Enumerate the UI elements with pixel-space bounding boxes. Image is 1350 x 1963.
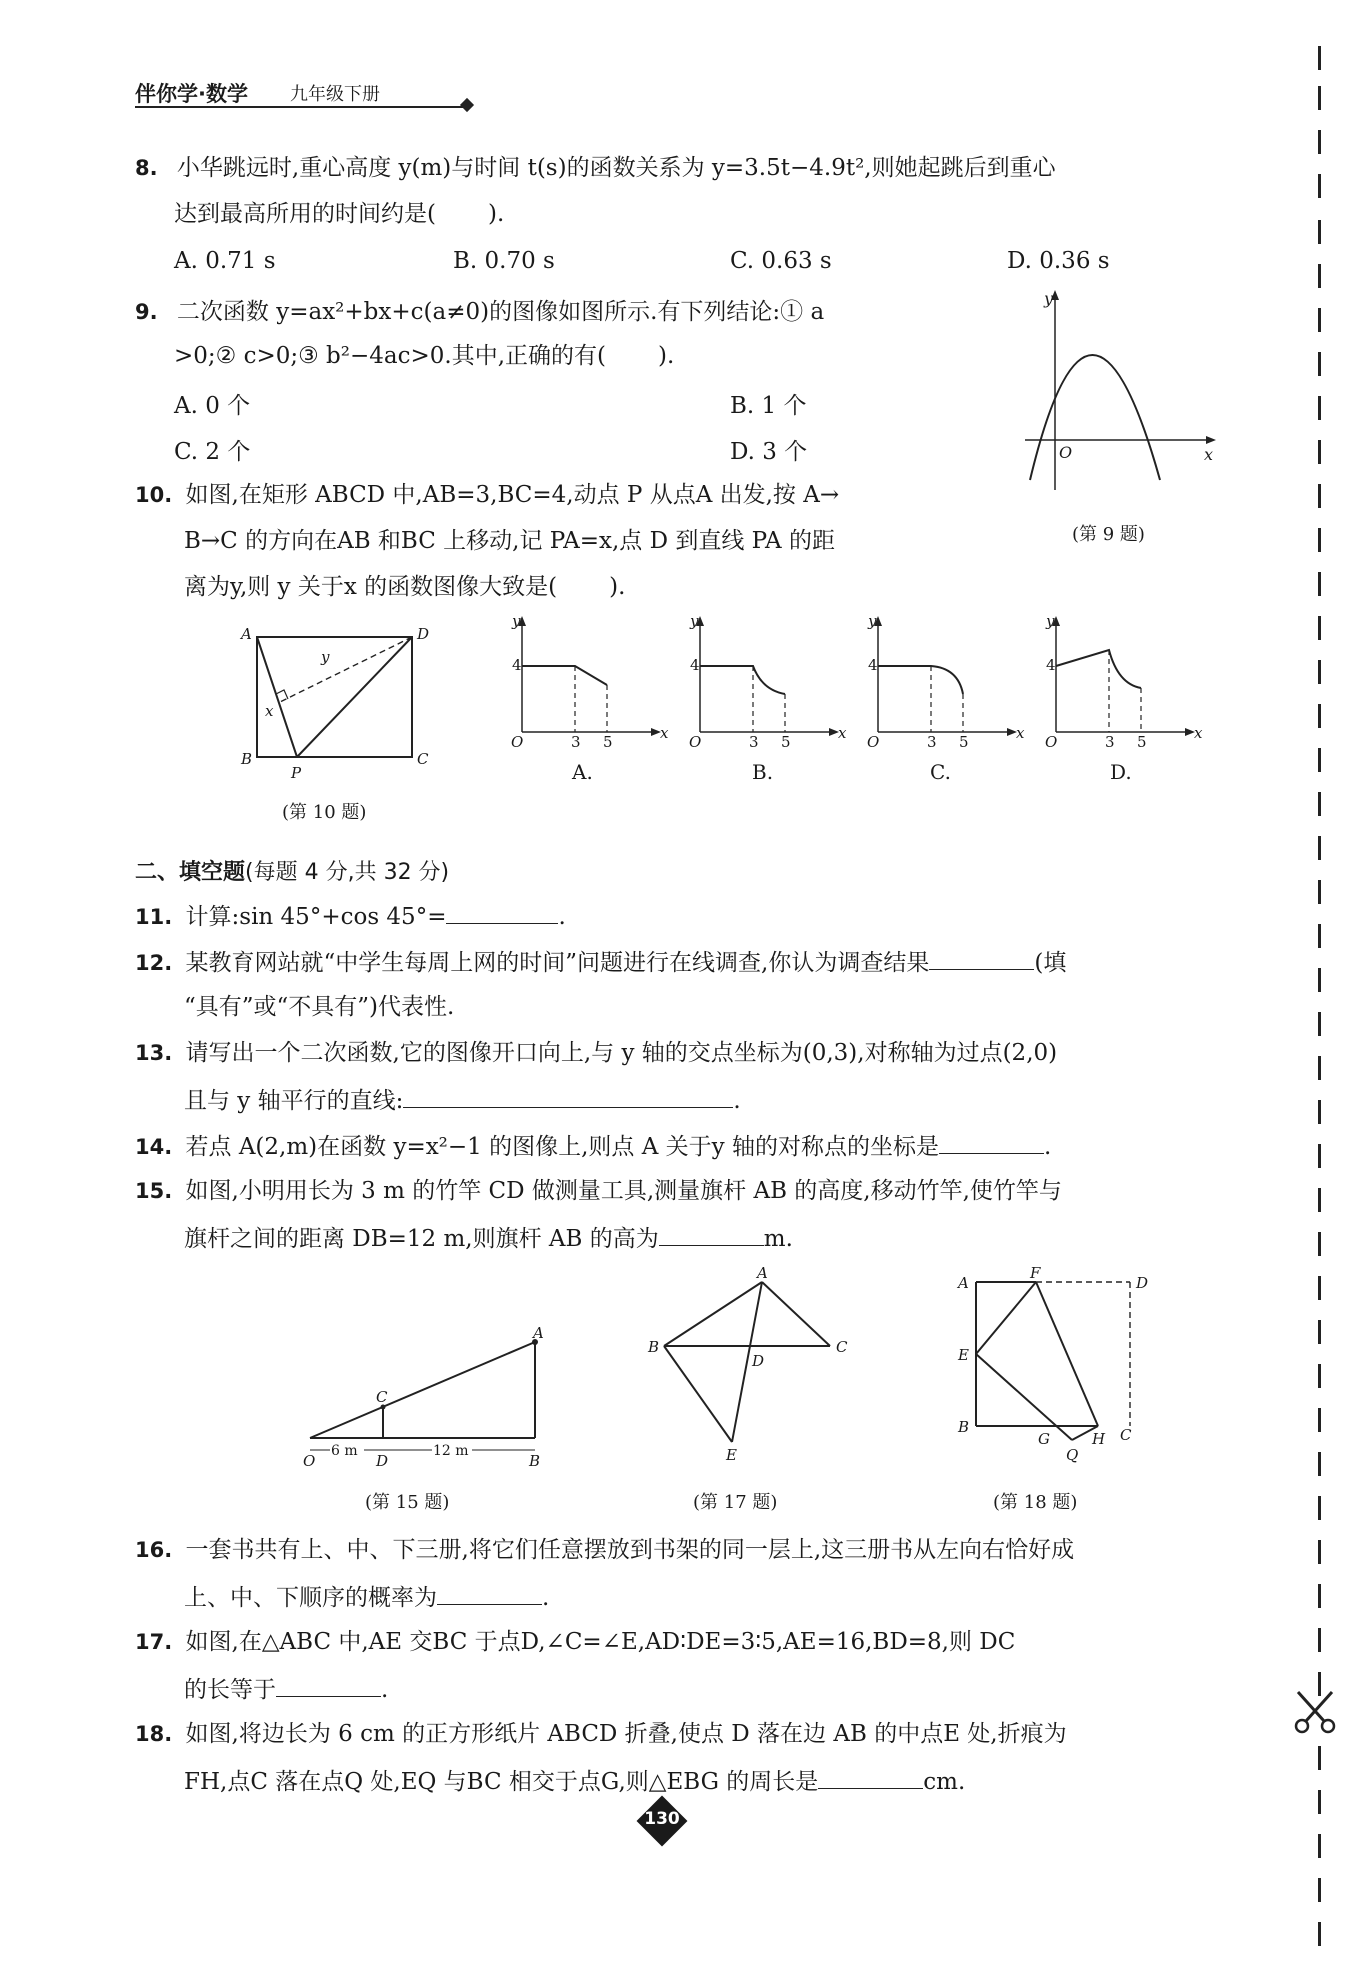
question-11-text: 计算:sin 45°+cos 45°= <box>185 904 447 930</box>
figure-17-caption: (第 17 题) <box>693 1492 778 1513</box>
question-17-line-1 <box>135 1626 1015 1658</box>
question-16-line-1 <box>135 1534 1074 1566</box>
fig9-y-label: y <box>1044 289 1054 308</box>
figure-10-caption: (第 10 题) <box>282 802 367 823</box>
graph-tick-5: 5 <box>959 733 969 751</box>
graph-tick-4: 4 <box>868 656 878 674</box>
figure-10-graph-a <box>500 612 670 752</box>
question-13-text-2: 且与 y 轴平行的直线: <box>184 1088 404 1114</box>
fig17-label-e: E <box>726 1446 737 1464</box>
q9-option-d: D. 3 个 <box>730 439 808 465</box>
fig15-label-d: D <box>376 1452 389 1470</box>
question-number: 8. <box>135 156 158 180</box>
graph-x-label: x <box>1016 724 1025 742</box>
fig15-label-b: B <box>529 1452 541 1470</box>
question-13-text: 请写出一个二次函数,它的图像开口向上,与 y 轴的交点坐标为(0,3),对称轴为过点(2,0) <box>185 1040 1058 1066</box>
fig18-label-c: C <box>1120 1426 1132 1444</box>
graph-tick-4: 4 <box>512 656 522 674</box>
fig10-label-x: x <box>265 702 274 720</box>
question-number: 14. <box>135 1135 173 1159</box>
book-subtitle: 九年级下册 <box>290 84 380 105</box>
fig18-label-q: Q <box>1066 1446 1079 1464</box>
graph-tick-3: 3 <box>749 733 759 751</box>
fig9-x-label: x <box>1204 445 1214 464</box>
figure-15-caption: (第 15 题) <box>365 1492 450 1513</box>
question-10-text: 如图,在矩形 ABCD 中,AB=3,BC=4,动点 P 从点A 出发,按 A→ <box>185 482 840 508</box>
header-rule <box>135 106 470 108</box>
q8-option-a: A. 0.71 s <box>174 248 276 274</box>
question-12-text: 某教育网站就“中学生每周上网的时间”问题进行在线调查,你认为调查结果 <box>185 950 930 976</box>
fig17-label-b: B <box>648 1338 660 1356</box>
question-8-text-2: 达到最高所用的时间约是( <box>174 201 436 227</box>
question-number: 10. <box>135 483 173 507</box>
question-8-line-2 <box>174 198 504 230</box>
fig18-label-f: F <box>1030 1264 1041 1282</box>
graph-origin: O <box>867 733 880 751</box>
q8-option-d: D. 0.36 s <box>1007 248 1110 274</box>
question-number: 18. <box>135 1722 173 1746</box>
question-18-line-1 <box>135 1718 1067 1750</box>
fig10-label-b: B <box>241 750 253 768</box>
graph-tick-4: 4 <box>690 656 700 674</box>
page-number: 130 <box>644 1809 680 1829</box>
fig15-label-a: A <box>533 1324 544 1342</box>
fig10-label-c: C <box>417 750 429 768</box>
graph-y-label: y <box>868 612 877 630</box>
fig17-label-d: D <box>752 1352 765 1370</box>
question-12-line-2: “具有”或“不具有”)代表性. <box>184 994 455 1020</box>
figure-10-graph-c <box>856 612 1026 752</box>
question-8-paren-end: ). <box>487 201 505 227</box>
answer-blank[interactable] <box>403 1083 733 1108</box>
fig10-label-p: P <box>291 764 302 782</box>
fig10-label-d: D <box>417 625 430 643</box>
q9-option-c: C. 2 个 <box>174 439 251 465</box>
figure-18-folded-square <box>950 1262 1150 1482</box>
fig17-label-a: A <box>757 1264 768 1282</box>
fig9-origin-label: O <box>1059 443 1073 462</box>
question-11 <box>135 899 566 933</box>
question-9-line-2 <box>174 340 674 372</box>
graph-tick-4: 4 <box>1046 656 1056 674</box>
graph-tick-3: 3 <box>1105 733 1115 751</box>
graph-tick-3: 3 <box>927 733 937 751</box>
graph-origin: O <box>689 733 702 751</box>
q9-option-b: B. 1 个 <box>730 393 807 419</box>
question-14-end: . <box>1043 1134 1052 1160</box>
question-17-text-2: 的长等于 <box>184 1677 276 1703</box>
question-8-text: 小华跳远时,重心高度 y(m)与时间 t(s)的函数关系为 y=3.5t−4.9t²,则她起跳后到重心 <box>176 155 1056 181</box>
question-10-line-3 <box>184 571 625 603</box>
question-15-text-2: 旗杆之间的距离 DB=12 m,则旗杆 AB 的高为 <box>184 1226 659 1252</box>
scissors-icon <box>1290 1688 1340 1738</box>
graph-x-label: x <box>660 724 669 742</box>
question-18-text-2: FH,点C 落在点Q 处,EQ 与BC 相交于点G,则△EBG 的周长是 <box>184 1769 819 1795</box>
graph-y-label: y <box>1046 612 1055 630</box>
question-number: 11. <box>135 905 173 929</box>
header-diamond-icon <box>460 98 474 112</box>
question-12-line-1-end: (填 <box>1034 950 1067 976</box>
fig18-label-d: D <box>1136 1274 1149 1292</box>
answer-blank[interactable] <box>818 1764 923 1789</box>
answer-blank[interactable] <box>276 1672 381 1697</box>
graph-x-label: x <box>838 724 847 742</box>
question-10-line-1 <box>135 479 839 511</box>
graph-tick-3: 3 <box>571 733 581 751</box>
question-17-line-2 <box>184 1672 388 1706</box>
question-10-paren-end: ). <box>609 574 626 600</box>
question-17-end: . <box>381 1677 389 1703</box>
question-15-line-2 <box>184 1221 793 1255</box>
figure-17-triangles <box>640 1264 860 1474</box>
question-10-text-3: 离为y,则 y 关于x 的函数图像大致是( <box>184 574 558 600</box>
figure-9-parabola <box>1020 290 1230 510</box>
question-12-line-1 <box>135 945 1066 979</box>
fig15-label-c: C <box>376 1388 388 1406</box>
question-number: 12. <box>135 951 173 975</box>
question-number: 17. <box>135 1630 173 1654</box>
question-9-line-1 <box>135 296 824 328</box>
section-2-heading <box>135 855 449 886</box>
question-16-line-2 <box>184 1580 549 1614</box>
question-number: 15. <box>135 1179 173 1203</box>
figure-10-graph-b <box>678 612 848 752</box>
question-number: 13. <box>135 1041 173 1065</box>
question-14-text: 若点 A(2,m)在函数 y=x²−1 的图像上,则点 A 关于y 轴的对称点的坐标是 <box>185 1134 939 1160</box>
question-18-end: cm. <box>923 1769 966 1795</box>
q8-option-b: B. 0.70 s <box>453 248 555 274</box>
fig18-label-b: B <box>958 1418 970 1436</box>
book-title: 伴你学·数学 <box>135 82 248 106</box>
figure-10-graph-d <box>1034 612 1204 752</box>
fig18-label-a: A <box>958 1274 969 1292</box>
question-13-end: . <box>733 1088 741 1114</box>
graph-y-label: y <box>512 612 521 630</box>
section-2-title: 二、填空题 <box>135 860 246 885</box>
question-14 <box>135 1129 1051 1163</box>
question-8-line-1 <box>135 152 1056 184</box>
answer-blank[interactable] <box>437 1580 542 1605</box>
question-18-text: 如图,将边长为 6 cm 的正方形纸片 ABCD 折叠,使点 D 落在边 AB 的中点E 处,折痕为 <box>185 1721 1067 1747</box>
question-16-text-2: 上、中、下顺序的概率为 <box>184 1585 437 1611</box>
question-11-end: . <box>558 904 566 930</box>
question-15-text: 如图,小明用长为 3 m 的竹竿 CD 做测量工具,测量旗杆 AB 的高度,移动竹竿,使竹竿与 <box>185 1178 1062 1204</box>
question-13-line-2 <box>184 1083 741 1117</box>
answer-blank[interactable] <box>929 945 1034 970</box>
fig15-label-o: O <box>303 1452 316 1470</box>
graph-option-b: B. <box>752 760 774 784</box>
question-17-text: 如图,在△ABC 中,AE 交BC 于点D,∠C=∠E,AD∶DE=3∶5,AE=16,BD=8,则 DC <box>185 1629 1016 1655</box>
fig18-label-g: G <box>1038 1430 1050 1448</box>
graph-x-label: x <box>1194 724 1203 742</box>
figure-9-caption: (第 9 题) <box>1072 524 1145 545</box>
fig15-label-6m: 6 m <box>331 1443 358 1459</box>
answer-blank[interactable] <box>659 1221 764 1246</box>
question-18-line-2 <box>184 1764 965 1798</box>
question-16-text: 一套书共有上、中、下三册,将它们任意摆放到书架的同一层上,这三册书从左向右恰好成 <box>185 1537 1075 1563</box>
question-number: 16. <box>135 1538 173 1562</box>
question-16-end: . <box>542 1585 550 1611</box>
graph-tick-5: 5 <box>1137 733 1147 751</box>
question-9-text: 二次函数 y=ax²+bx+c(a≠0)的图像如图所示.有下列结论:① a <box>176 299 825 325</box>
answer-blank[interactable] <box>939 1129 1044 1154</box>
question-9-text-2: >0;② c>0;③ b²−4ac>0.其中,正确的有( <box>174 343 606 369</box>
question-number: 9. <box>135 300 158 324</box>
question-9-paren-end: ). <box>658 343 675 369</box>
graph-option-a: A. <box>572 760 593 784</box>
fig10-label-a: A <box>241 625 252 643</box>
graph-tick-5: 5 <box>603 733 613 751</box>
fig15-label-12m: 12 m <box>433 1443 469 1459</box>
fig18-label-h: H <box>1092 1430 1106 1448</box>
question-13-line-1 <box>135 1037 1057 1069</box>
fig10-label-y: y <box>321 648 330 666</box>
fig18-label-e: E <box>958 1346 969 1364</box>
figure-10-rectangle <box>235 622 435 782</box>
question-15-line-1 <box>135 1175 1062 1207</box>
graph-origin: O <box>1045 733 1058 751</box>
graph-y-label: y <box>690 612 699 630</box>
question-10-line-2: B→C 的方向在AB 和BC 上移动,记 PA=x,点 D 到直线 PA 的距 <box>184 528 835 554</box>
page-number-badge <box>637 1796 687 1846</box>
graph-origin: O <box>511 733 524 751</box>
section-2-note: (每题 4 分,共 32 分) <box>245 860 450 885</box>
graph-option-c: C. <box>930 760 951 784</box>
answer-blank[interactable] <box>446 899 558 924</box>
q8-option-c: C. 0.63 s <box>730 248 832 274</box>
figure-15-flagpole <box>290 1318 560 1468</box>
graph-tick-5: 5 <box>781 733 791 751</box>
fig17-label-c: C <box>836 1338 848 1356</box>
figure-18-caption: (第 18 题) <box>993 1492 1078 1513</box>
question-15-end: m. <box>763 1226 793 1252</box>
q9-option-a: A. 0 个 <box>174 393 251 419</box>
graph-option-d: D. <box>1110 760 1132 784</box>
